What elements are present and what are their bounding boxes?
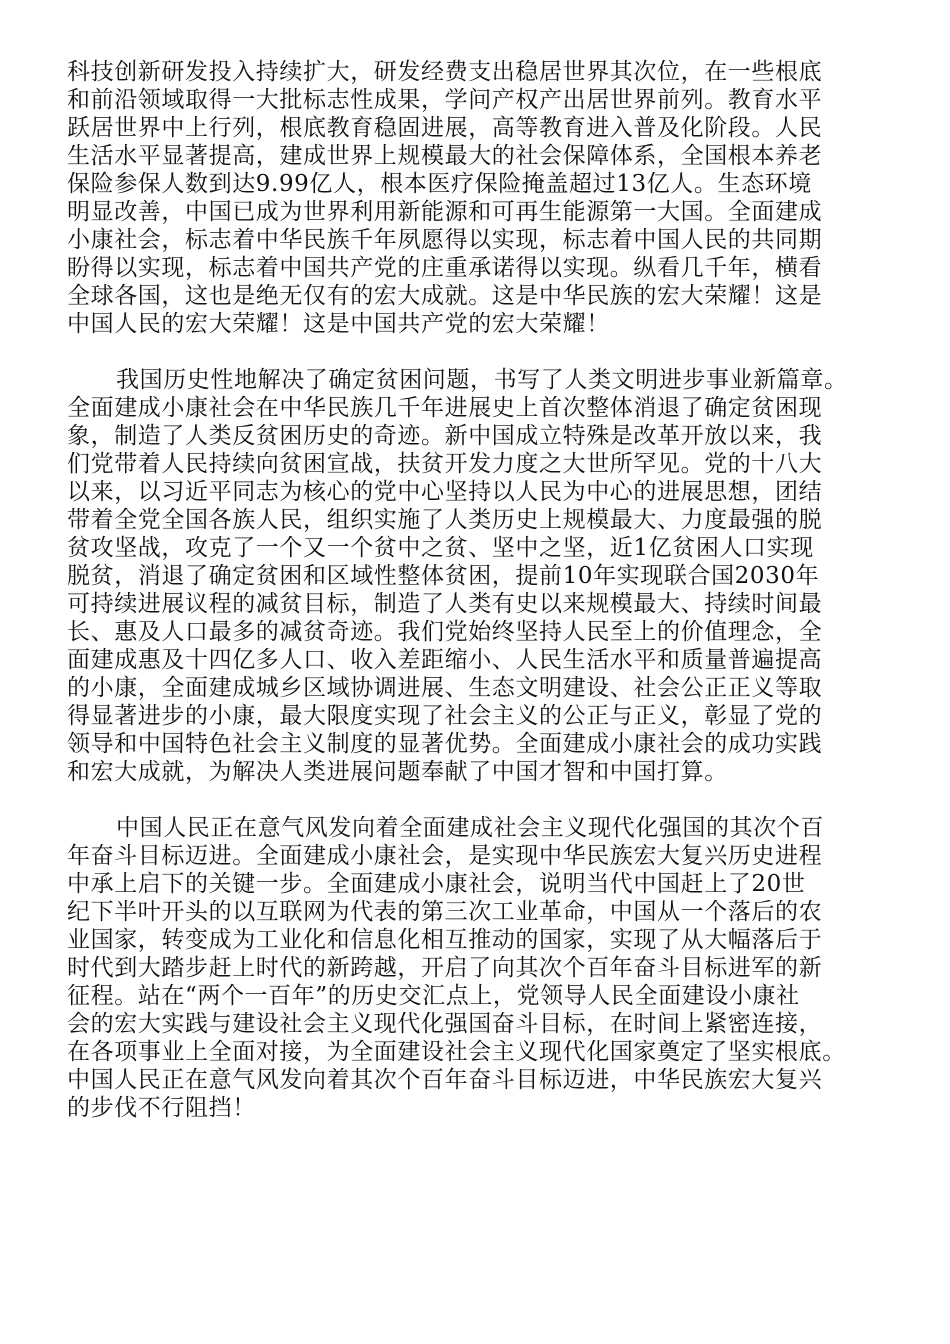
text-line: 中国人民正在意气风发向着全面建成社会主义现代化强国的其次个百 [116, 815, 824, 841]
text-line: 可持续进展议程的减贫目标，制造了人类有史以来规模最大、持续时间最 [67, 591, 823, 617]
text-line: 的小康，全面建成城乡区域协调进展、生态文明建设、社会公正正义等取 [67, 675, 823, 701]
text-line: 小康社会，标志着中华民族千年夙愿得以实现，标志着中国人民的共同期 [67, 227, 823, 253]
text-line: 带着全党全国各族人民，组织实施了人类历史上规模最大、力度最强的脱 [67, 507, 823, 533]
text-line: 纪下半叶开头的以互联网为代表的第三次工业革命，中国从一个落后的农 [67, 899, 823, 925]
text-line: 保险参保人数到达9.99亿人，根本医疗保险掩盖超过13亿人。生态环境 [67, 171, 812, 197]
text-line: 长、惠及人口最多的减贫奇迹。我们党始终坚持人民至上的价值理念，全 [67, 619, 823, 645]
text-line: 的步伐不行阻挡！ [67, 1095, 256, 1121]
text-line: 业国家，转变成为工业化和信息化相互推动的国家，实现了从大幅落后于 [67, 927, 823, 953]
text-line: 盼得以实现，标志着中国共产党的庄重承诺得以实现。纵看几千年，横看 [67, 255, 823, 281]
paragraph-3 [67, 814, 897, 1122]
text-line: 们党带着人民持续向贫困宣战，扶贫开发力度之大世所罕见。党的十八大 [67, 451, 823, 477]
text-line: 跃居世界中上行列，根底教育稳固进展，高等教育进入普及化阶段。人民 [67, 115, 823, 141]
text-line: 中国人民的宏大荣耀！这是中国共产党的宏大荣耀！ [67, 311, 610, 337]
text-line: 科技创新研发投入持续扩大，研发经费支出稳居世界其次位，在一些根底 [67, 59, 823, 85]
text-line: 明显改善，中国已成为世界利用新能源和可再生能源第一大国。全面建成 [67, 199, 823, 225]
text-line: 得显著进步的小康，最大限度实现了社会主义的公正与正义，彰显了党的 [67, 703, 823, 729]
text-line: 贫攻坚战，攻克了一个又一个贫中之贫、坚中之坚，近1亿贫困人口实现 [67, 535, 814, 561]
text-line: 领导和中国特色社会主义制度的显著优势。全面建成小康社会的成功实践 [67, 731, 823, 757]
paragraph-1 [67, 58, 897, 338]
text-line: 会的宏大实践与建设社会主义现代化强国奋斗目标，在时间上紧密连接， [67, 1011, 823, 1037]
text-line: 和宏大成就，为解决人类进展问题奉献了中国才智和中国打算。 [67, 759, 728, 785]
text-line: 面建成惠及十四亿多人口、收入差距缩小、人民生活水平和质量普遍提高 [67, 647, 823, 673]
text-line: 年奋斗目标迈进。全面建成小康社会，是实现中华民族宏大复兴历史进程 [67, 843, 823, 869]
text-line: 时代到大踏步赶上时代的新跨越，开启了向其次个百年奋斗目标进军的新 [67, 955, 823, 981]
text-line: 全球各国，这也是绝无仅有的宏大成就。这是中华民族的宏大荣耀！这是 [67, 283, 823, 309]
text-line: 中承上启下的关键一步。全面建成小康社会，说明当代中国赶上了20世 [67, 871, 806, 897]
text-line: 全面建成小康社会在中华民族几千年进展史上首次整体消退了确定贫困现 [67, 395, 823, 421]
text-line: 我国历史性地解决了确定贫困问题，书写了人类文明进步事业新篇章。 [116, 367, 848, 393]
text-line: 征程。站在“两个一百年”的历史交汇点上，党领导人民全面建设小康社 [67, 983, 800, 1009]
text-line: 以来，以习近平同志为核心的党中心坚持以人民为中心的进展思想，团结 [67, 479, 823, 505]
text-line: 脱贫，消退了确定贫困和区域性整体贫困，提前10年实现联合国2030年 [67, 563, 820, 589]
text-line: 象，制造了人类反贫困历史的奇迹。新中国成立特殊是改革开放以来，我 [67, 423, 823, 449]
document-body [67, 58, 897, 1122]
text-line: 在各项事业上全面对接，为全面建设社会主义现代化国家奠定了坚实根底。 [67, 1039, 846, 1065]
text-line: 和前沿领域取得一大批标志性成果，学问产权产出居世界前列。教育水平 [67, 87, 823, 113]
paragraph-2 [67, 366, 897, 786]
text-line: 中国人民正在意气风发向着其次个百年奋斗目标迈进，中华民族宏大复兴 [67, 1067, 823, 1093]
text-line: 生活水平显著提高，建成世界上规模最大的社会保障体系，全国根本养老 [67, 143, 823, 169]
